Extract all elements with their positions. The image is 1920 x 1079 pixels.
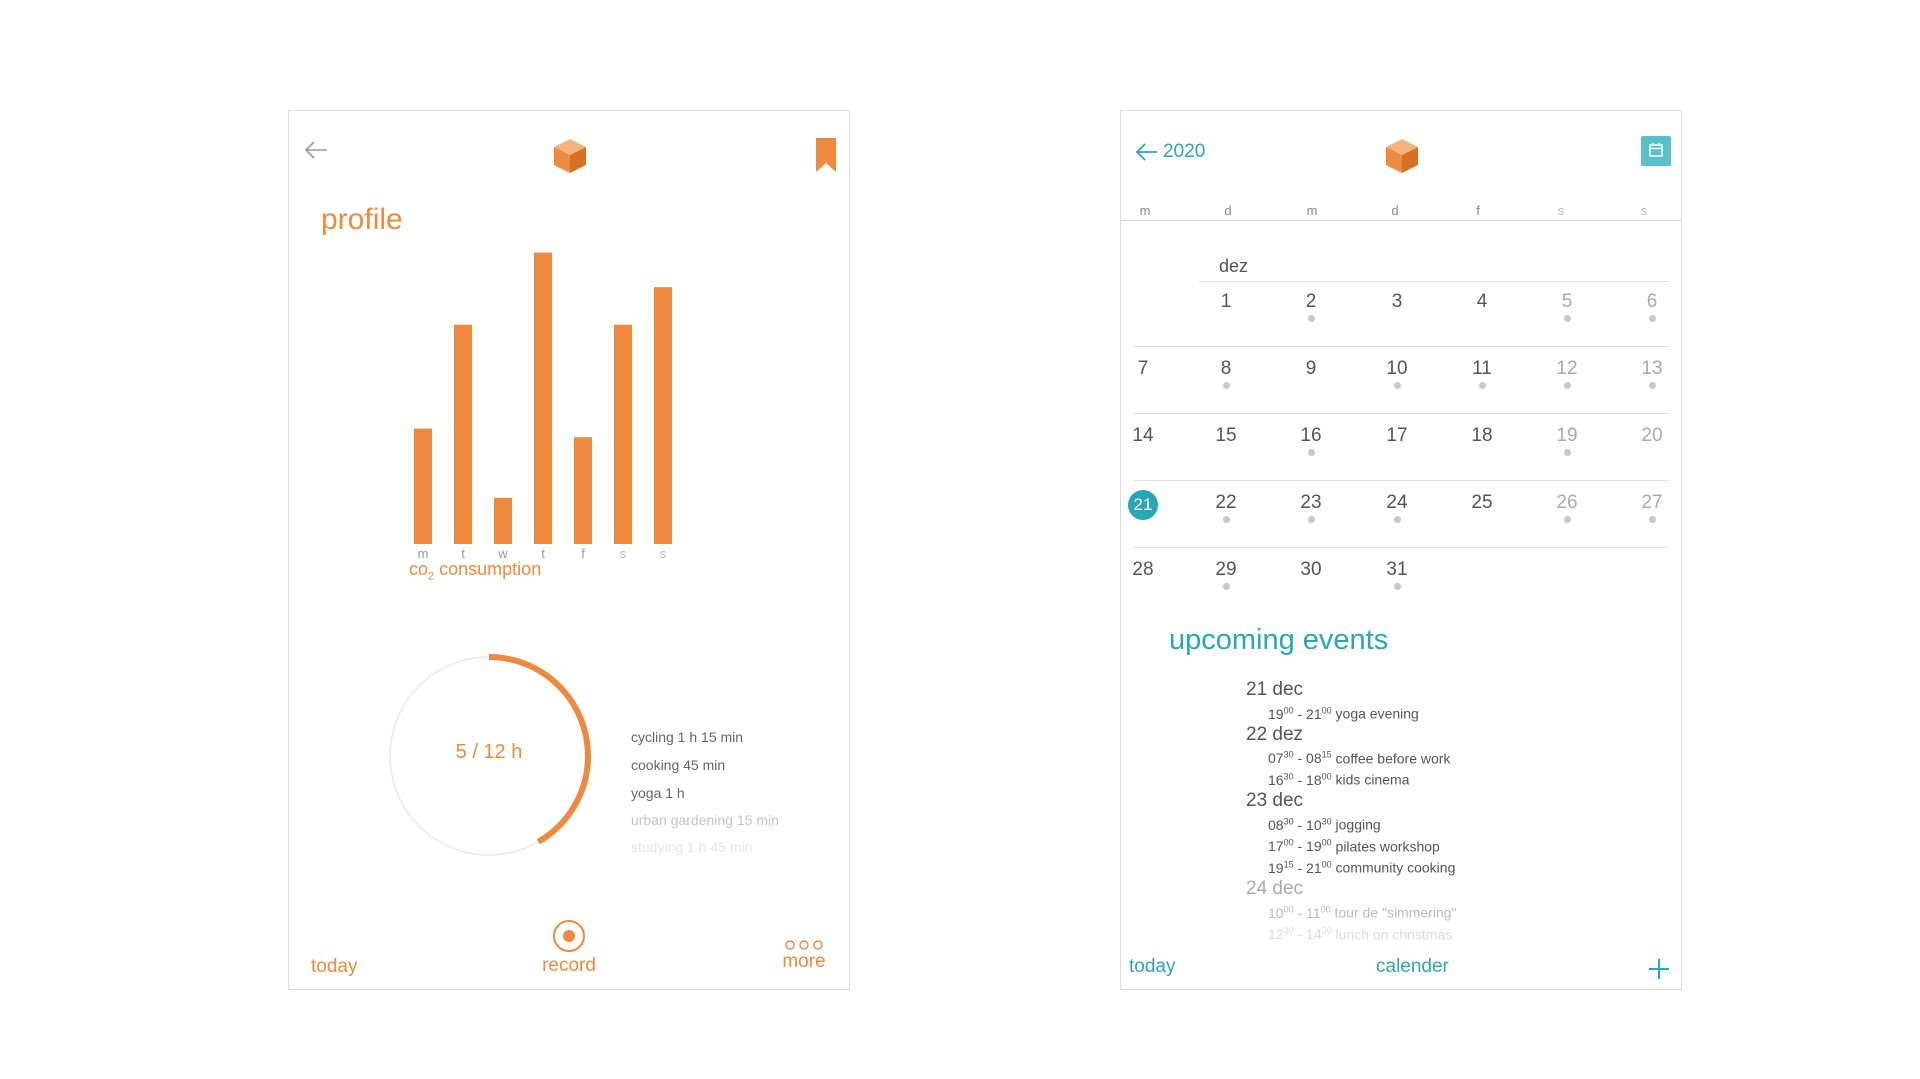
calendar-day[interactable] [1547,423,1587,473]
calendar-day[interactable] [1206,289,1246,339]
nav-more-label: more [782,951,826,972]
month-divider [1199,281,1669,282]
day-number: 20 [1641,425,1663,446]
event-dot [1308,449,1315,456]
calendar-day[interactable] [1206,356,1246,406]
day-number: 29 [1215,559,1237,580]
calendar-day[interactable] [1291,289,1331,339]
event-item[interactable] [1268,701,1666,723]
day-number: 17 [1386,425,1408,446]
day-number: 4 [1476,291,1488,312]
day-number: 1 [1220,291,1232,312]
event-time: $10^{00} - 11^{00}$ [1268,903,1331,921]
event-date: 24 dec [1246,877,1304,899]
calendar-day[interactable] [1123,557,1163,607]
event-dot [1223,583,1230,590]
chart-caption: $co_2$ consumption [409,559,542,583]
day-number: 19 [1556,425,1578,446]
weekday-label: d [1391,203,1399,218]
calendar-day[interactable] [1632,356,1672,406]
co2-bar-chart [399,241,699,559]
event-title: yoga evening [1331,705,1419,722]
event-dot [1394,583,1401,590]
cube-icon [1384,137,1420,175]
calendar-day[interactable] [1291,423,1331,473]
calendar-day[interactable] [1547,490,1587,540]
day-number: 15 [1215,425,1237,446]
day-number: 7 [1137,358,1149,379]
event-time: $12^{30} - 14^{30}$ [1268,925,1332,943]
day-number: 23 [1300,492,1322,513]
calendar-day[interactable] [1291,557,1331,607]
day-number: 2 [1305,291,1317,312]
cube-icon [552,137,588,175]
event-day-group [1246,724,1666,789]
calendar-day[interactable] [1632,490,1672,540]
weekday-label: m [1306,203,1318,218]
calendar-day[interactable] [1632,423,1672,473]
event-time: $07^{30} - 08^{15}$ [1268,749,1332,767]
calendar-day[interactable] [1462,356,1502,406]
year-label: 2020 [1163,141,1206,162]
event-dot [1479,382,1486,389]
event-title: pilates workshop [1331,838,1440,855]
day-number: 9 [1305,358,1317,379]
event-dot [1223,516,1230,523]
year-back-link[interactable] [1135,139,1205,165]
calendar-day[interactable] [1377,289,1417,339]
calendar-day[interactable] [1377,490,1417,540]
nav-calender[interactable]: calender [1376,956,1449,977]
day-number: 31 [1386,559,1408,580]
day-number: 27 [1641,492,1663,513]
profile-screen [288,110,850,990]
calendar-day[interactable] [1462,490,1502,540]
legend-item: urban gardening 15 min [631,812,779,828]
event-dot [1649,516,1656,523]
record-icon [552,919,586,953]
calendar-day[interactable] [1206,557,1246,607]
plus-icon[interactable] [1647,957,1671,981]
calendar-glyph [1641,136,1671,166]
event-dot [1308,516,1315,523]
event-title: lunch on christmas [1331,926,1453,943]
day-number: 6 [1646,291,1658,312]
event-dot [1649,315,1656,322]
event-item[interactable] [1268,812,1666,834]
calendar-day[interactable] [1462,289,1502,339]
event-dot [1564,382,1571,389]
event-dot [1564,449,1571,456]
event-dot [1564,315,1571,322]
nav-today[interactable]: today [1129,956,1176,977]
event-title: kids cinema [1331,771,1410,788]
event-item[interactable] [1268,900,1666,922]
event-dot [1223,382,1230,389]
event-day-group [1246,878,1666,943]
day-number: 18 [1471,425,1493,446]
day-number: 5 [1561,291,1573,312]
bar [414,429,432,544]
event-item[interactable] [1268,746,1666,768]
event-title: coffee before work [1331,750,1451,767]
calendar-day[interactable] [1206,490,1246,540]
day-number: 22 [1215,492,1237,513]
bar [534,253,552,544]
event-day-group [1246,679,1666,723]
day-number: 11 [1472,358,1492,379]
bar-day-label: w [498,546,508,559]
activity-legend [631,729,779,866]
day-number: 12 [1556,358,1578,379]
legend-item: yoga 1 h [631,785,685,801]
nav-record-button[interactable] [539,919,599,977]
event-item[interactable] [1268,922,1666,944]
bar [454,325,472,544]
event-time: $16^{30} - 18^{00}$ [1268,771,1332,788]
event-date: 21 dec [1246,679,1304,700]
calendar-day[interactable] [1632,289,1672,339]
day-number: 28 [1132,559,1154,580]
event-date: 22 dez [1246,723,1304,745]
event-item[interactable] [1268,855,1666,877]
nav-more-button[interactable] [774,939,834,973]
week-divider [1133,413,1669,414]
bar-day-label: t [461,546,465,559]
event-title: tour de "simmering" [1330,904,1457,921]
nav-record-label: record [542,955,596,976]
bar-day-label: t [541,546,545,559]
today-marker: 21 [1128,490,1158,520]
event-time: $19^{00} - 21^{00}$ [1268,705,1332,722]
legend-item: cooking 45 min [631,757,726,773]
calendar-day[interactable] [1206,423,1246,473]
events-list [1246,679,1666,944]
calendar-day[interactable] [1123,490,1163,540]
bar [654,287,672,544]
day-number: 13 [1641,358,1663,379]
legend-item: cycling 1 h 15 min [631,729,744,745]
weekday-label: m [1139,203,1151,218]
bar [494,498,512,544]
calendar-day[interactable] [1377,356,1417,406]
event-time: $17^{00} - 19^{00}$ [1268,837,1332,855]
event-day-group [1246,790,1666,877]
calendar-icon[interactable] [1641,136,1671,166]
week-divider [1133,480,1669,481]
day-number: 25 [1471,492,1493,513]
event-item[interactable] [1268,767,1666,789]
events-title: upcoming events [1169,624,1389,656]
day-number: 26 [1556,492,1578,513]
calendar-day[interactable] [1123,423,1163,473]
day-number: 3 [1391,291,1403,312]
page-title: profile [321,203,403,236]
weekday-label: d [1224,203,1232,218]
day-number: 8 [1220,358,1232,379]
calendar-day[interactable] [1123,356,1163,406]
arrow-left-icon[interactable] [303,139,329,161]
month-label: dez [1219,256,1249,276]
calendar-day[interactable] [1547,289,1587,339]
bookmark-icon[interactable] [815,137,837,173]
weekday-label: s [1557,203,1565,218]
bar-day-label: f [581,546,585,559]
bar-day-label: s [619,546,627,559]
event-title: jogging [1331,816,1381,833]
header-divider [1121,220,1681,221]
day-number: 14 [1132,425,1154,446]
day-number: 16 [1300,425,1322,446]
bar [574,437,592,544]
event-dot [1308,315,1315,322]
nav-today[interactable]: today [311,956,358,977]
calendar-day[interactable] [1291,356,1331,406]
event-dot [1564,516,1571,523]
weekday-label: f [1476,203,1480,218]
calendar-day[interactable] [1377,423,1417,473]
day-number: 30 [1300,559,1322,580]
event-dot [1394,382,1401,389]
day-number: 24 [1386,492,1408,513]
weekday-label: s [1640,203,1648,218]
event-item[interactable] [1268,834,1666,856]
ring-label: 5 / 12 h [455,741,523,763]
event-title: community cooking [1331,859,1456,876]
more-dots-icon [782,939,826,951]
event-time: $08^{30} - 10^{30}$ [1268,815,1332,833]
calendar-day[interactable] [1291,490,1331,540]
bar [614,325,632,544]
event-dot [1394,516,1401,523]
calendar-day[interactable] [1547,356,1587,406]
week-divider [1133,547,1669,548]
legend-item: studying 1 h 45 min [631,839,753,855]
event-date: 23 dec [1246,789,1304,811]
calendar-day[interactable] [1377,557,1417,607]
event-dot [1649,382,1656,389]
calendar-screen [1120,110,1682,990]
day-number: 10 [1386,358,1408,379]
arrow-left-icon [1135,141,1159,163]
week-divider [1133,346,1669,347]
event-time: $19^{15} - 21^{00}$ [1268,859,1332,876]
bar-day-label: s [659,546,667,559]
bar-day-label: m [417,546,429,559]
calendar-day[interactable] [1462,423,1502,473]
